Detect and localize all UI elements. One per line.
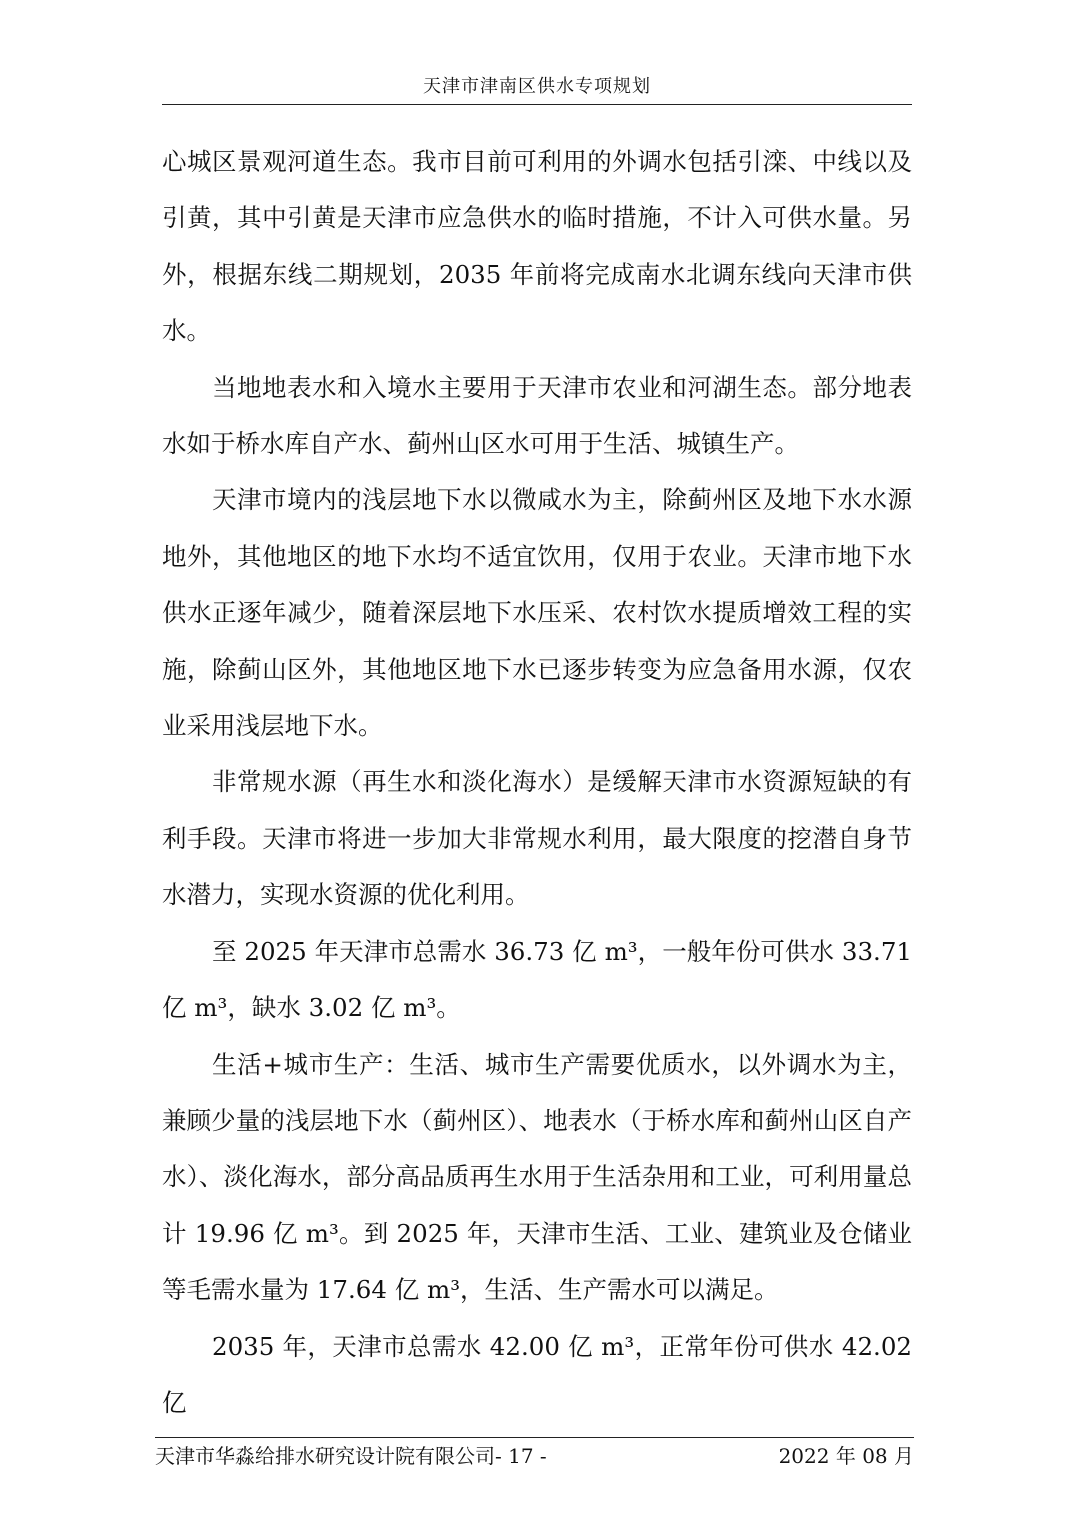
page-header [162, 74, 912, 105]
page-footer [155, 1437, 914, 1478]
paragraph: 心城区景观河道生态。我市目前可利用的外调水包括引滦、中线以及引黄，其中引黄是天津市应急供水的临时措施，不计入可供水量。另外，根据东线二期规划，2035 年前将完成南水北调东线向天津市供水。 [162, 147, 912, 346]
paragraph: 天津市境内的浅层地下水以微咸水为主，除蓟州区及地下水水源地外，其他地区的地下水均不适宜饮用，仅用于农业。天津市地下水供水正逐年减少，随着深层地下水压采、农村饮水提质增效工程的实施，除蓟山区外，其他地区地下水已逐步转变为应急备用水源，仅农业采用浅层地下水。 [162, 485, 912, 741]
paragraph: 2035 年，天津市总需水 42.00 亿 m³，正常年份可供水 42.02 亿 [162, 1331, 912, 1417]
paragraph: 生活+城市生产：生活、城市生产需要优质水，以外调水为主，兼顾少量的浅层地下水（蓟州区）、地表水（于桥水库和蓟州山区自产水）、淡化海水，部分高品质再生水用于生活杂用和工业，可利用量总计 19.96 亿 m³。到 2025 年，天津市生活、工业、建筑业及仓储业等毛需水量为 17.64 亿 m³，生活、生产需水可以满足。 [162, 1049, 912, 1305]
paragraph: 非常规水源（再生水和淡化海水）是缓解天津市水资源短缺的有利手段。天津市将进一步加大非常规水利用，最大限度的挖潜自身节水潜力，实现水资源的优化利用。 [162, 767, 912, 910]
body-text [162, 134, 912, 1431]
paragraph: 至 2025 年天津市总需水 36.73 亿 m³，一般年份可供水 33.71 亿 m³，缺水 3.02 亿 m³。 [162, 936, 912, 1023]
footer-date: 2022 年 08 月 [778, 1444, 914, 1468]
paragraph: 当地地表水和入境水主要用于天津市农业和河湖生态。部分地表水如于桥水库自产水、蓟州山区水可用于生活、城镇生产。 [162, 372, 912, 459]
document-title: 天津市津南区供水专项规划 [423, 76, 651, 97]
footer-company-page: 天津市华淼给排水研究设计院有限公司- 17 - [155, 1444, 547, 1468]
